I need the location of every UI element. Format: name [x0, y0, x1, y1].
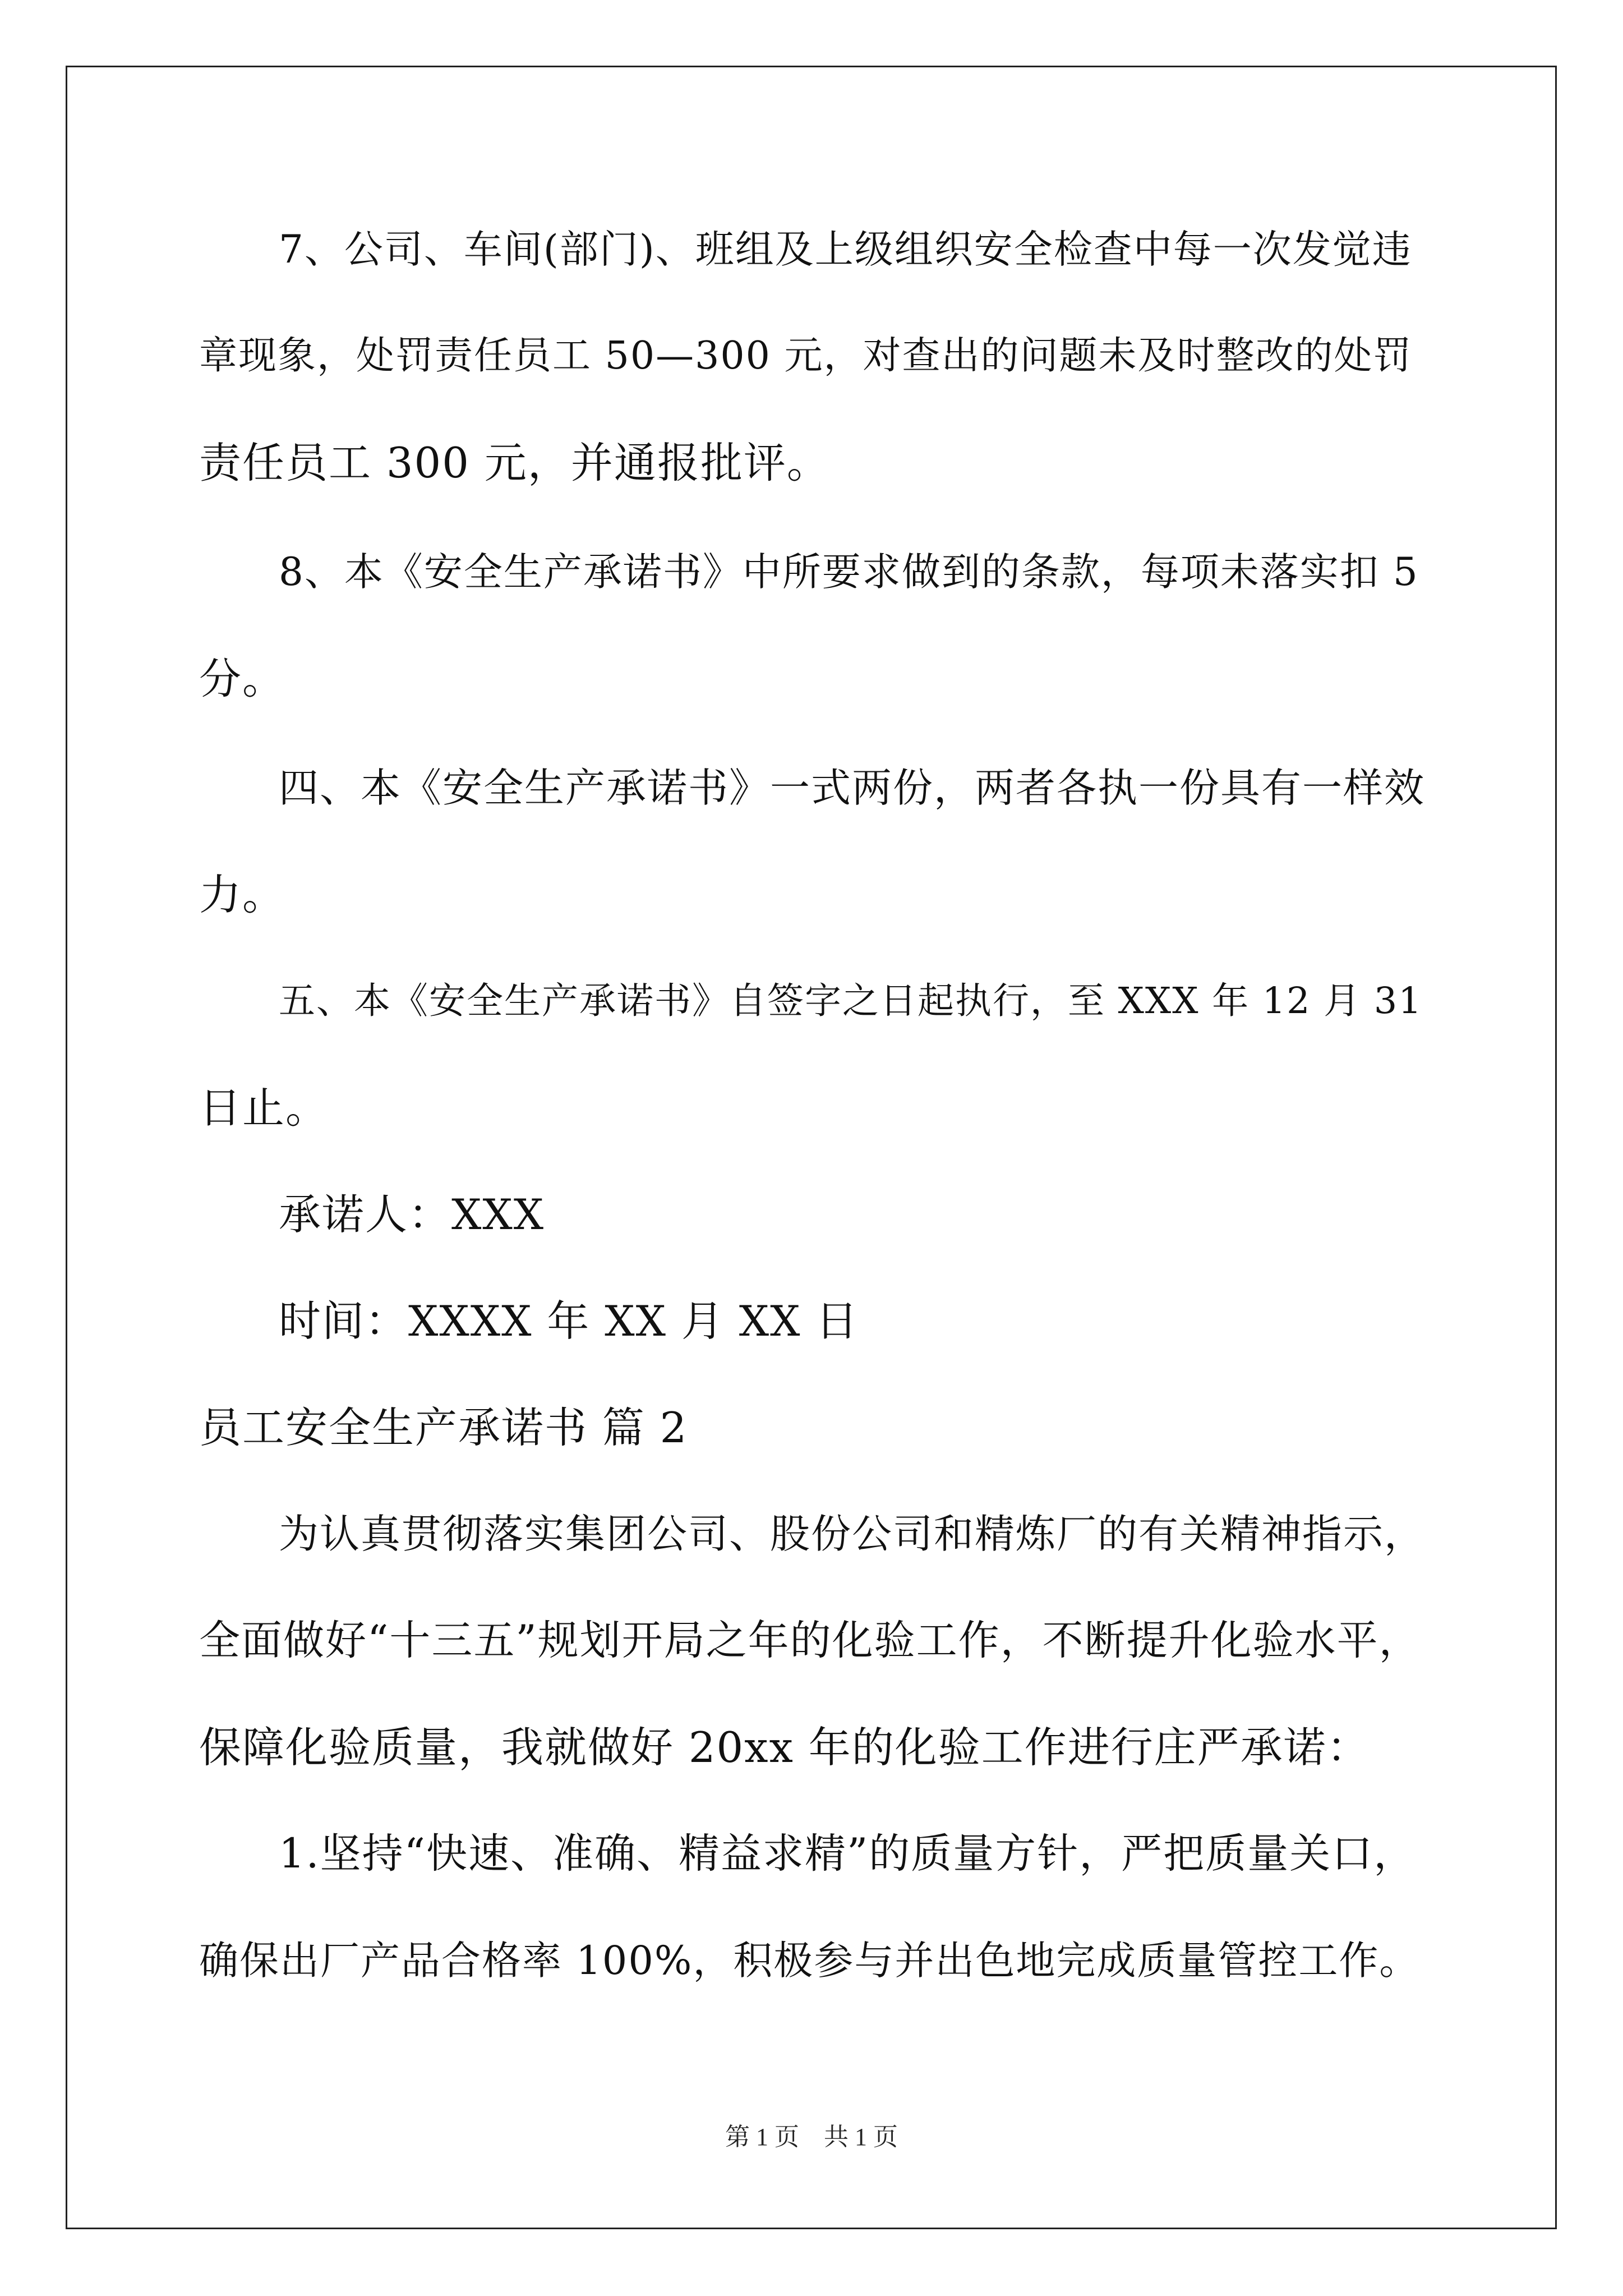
paragraph-line: 全面做好“十三五”规划开局之年的化验工作，不断提升化验水平，: [199, 1617, 1421, 1664]
section-title: 员工安全生产承诺书 篇 2: [199, 1403, 688, 1452]
paragraph-line: 为认真贯彻落实集团公司、股份公司和精炼厂的有关精神指示，: [279, 1511, 1426, 1557]
date-line: 时间：XXXX 年 XX 月 XX 日: [279, 1296, 859, 1346]
paragraph-line: 7、公司、车间(部门)、班组及上级组织安全检查中每一次发觉违: [279, 227, 1412, 272]
paragraph-line: 五、本《安全生产承诺书》自签字之日起执行，至 XXX 年 12 月 31: [279, 980, 1423, 1022]
paragraph-line: 1.坚持“快速、准确、精益求精”的质量方针，严把质量关口，: [279, 1830, 1416, 1878]
paragraph-line: 日止。: [199, 1083, 329, 1133]
paragraph-line: 分。: [199, 654, 286, 703]
paragraph-line: 力。: [199, 870, 286, 919]
paragraph-line: 保障化验质量，我就做好 20xx 年的化验工作进行庄严承诺：: [199, 1723, 1370, 1772]
paragraph-line: 确保出厂产品合格率 100%，积极参与并出色地完成质量管控工作。: [199, 1938, 1420, 1984]
paragraph-line: 四、本《安全生产承诺书》一式两份，两者各执一份具有一样效: [279, 765, 1426, 811]
paragraph-line: 责任员工 300 元，并通报批评。: [199, 438, 830, 487]
paragraph-line: 章现象，处罚责任员工 50—300 元，对查出的问题未及时整改的处罚: [199, 334, 1413, 378]
page-footer: 第 1 页 共 1 页: [725, 2123, 898, 2151]
page-border: [66, 66, 1557, 2229]
paragraph-line: 8、本《安全生产承诺书》中所要求做到的条款，每项未落实扣 5: [279, 550, 1419, 595]
promisor-line: 承诺人：XXX: [279, 1190, 545, 1239]
